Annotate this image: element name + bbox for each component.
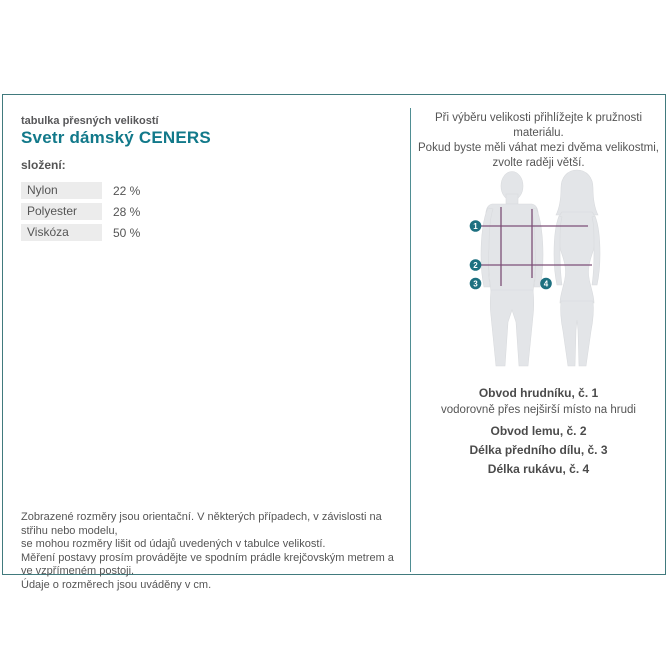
composition-table — [21, 182, 140, 245]
fit-advice-line: Při výběru velikosti přihlížejte k pružnosti materiálu. — [434, 112, 643, 139]
material-percentage: 22 % — [113, 183, 141, 198]
composition-row — [21, 182, 140, 199]
disclaimer-line: Měření postavy prosím provádějte ve spodním prádle krejčovským metrem a ve vzpřímeném postoji. — [21, 551, 394, 577]
material-name: Nylon — [21, 182, 102, 199]
right-panel — [411, 95, 666, 574]
measurements-legend — [411, 386, 666, 476]
material-name: Polyester — [21, 203, 102, 220]
material-name: Viskóza — [21, 224, 102, 241]
composition-row — [21, 203, 140, 220]
product-title: Svetr dámský CENERS — [21, 128, 211, 147]
disclaimer-line: Údaje o rozměrech jsou uváděny v cm. — [21, 578, 212, 591]
measurement-note-1: vodorovně přes nejširší místo na hrudi — [441, 404, 636, 416]
marker-4-number: 4 — [543, 279, 549, 289]
front-silhouette — [481, 172, 543, 367]
disclaimer-line: se mohou rozměry lišit od údajů uvedených v tabulce velikostí. — [21, 538, 326, 550]
composition-row — [21, 224, 140, 241]
composition-heading: složení: — [21, 158, 66, 172]
material-percentage: 28 % — [113, 204, 141, 219]
material-percentage: 50 % — [113, 225, 141, 240]
size-chart-frame — [2, 94, 666, 591]
disclaimer-text — [21, 511, 401, 592]
fit-advice-line: zvolte raději větší. — [492, 157, 585, 169]
measurement-label-3: Délka předního dílu, č. 3 — [469, 443, 608, 457]
fit-advice-line: Pokud byste měli váhat mezi dvěma velikostmi, — [418, 142, 659, 154]
marker-1-number: 1 — [473, 221, 478, 231]
marker-3-number: 3 — [473, 279, 478, 289]
left-panel — [3, 95, 410, 591]
size-chart-subtitle: tabulka přesných velikostí — [21, 115, 159, 127]
measurement-label-4: Délka rukávu, č. 4 — [487, 462, 590, 476]
measurement-label-1: Obvod hrudníku, č. 1 — [478, 386, 599, 400]
measurement-label-2: Obvod lemu, č. 2 — [490, 424, 587, 438]
disclaimer-line: Zobrazené rozměry jsou orientační. V některých případech, v závislosti na střihu nebo modelu, — [21, 511, 382, 537]
marker-2-number: 2 — [473, 260, 478, 270]
back-silhouette — [554, 170, 600, 366]
body-measurement-diagram — [440, 160, 660, 380]
